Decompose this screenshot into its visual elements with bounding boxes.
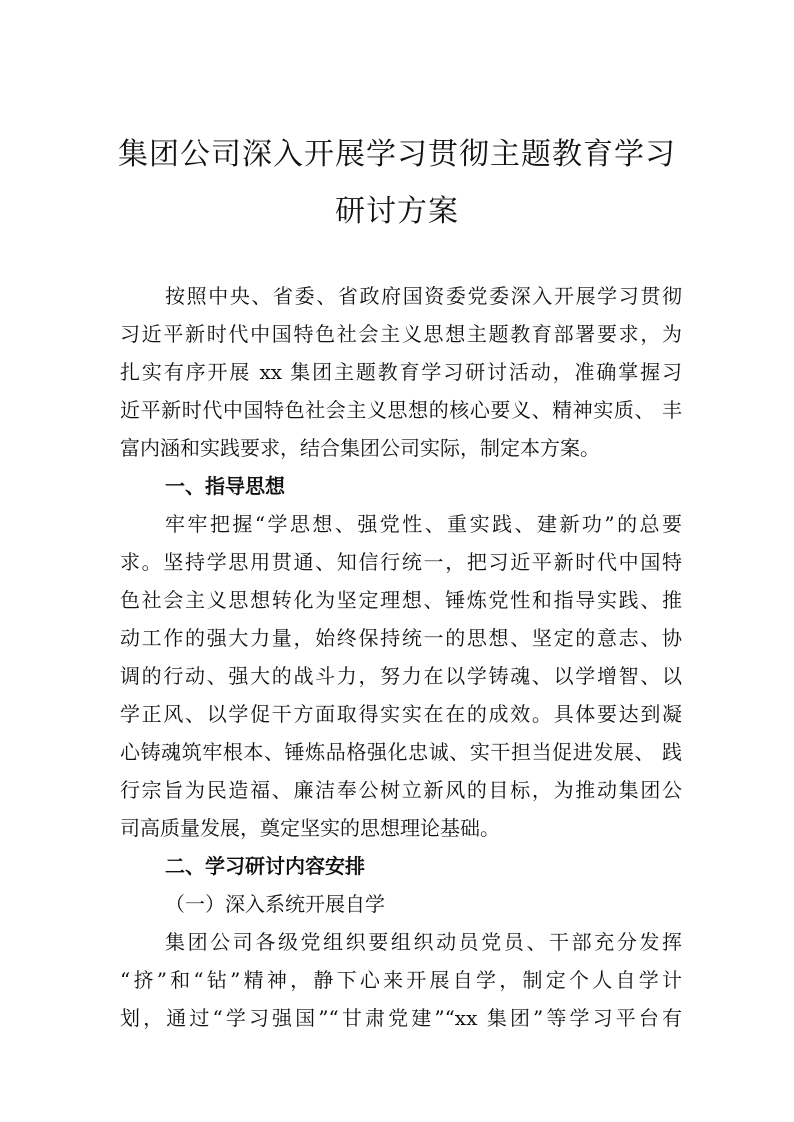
self-study-paragraph (120, 923, 682, 1037)
paragraph-line: 行宗旨为民造福、廉洁奉公树立新风的目标，为推动集团公 (120, 778, 682, 802)
intro-paragraph (120, 277, 682, 467)
paragraph-line: 动工作的强大力量，始终保持统一的思想、坚定的意志、协 (120, 626, 682, 650)
document-title-line-1: 集团公司深入开展学习贯彻主题教育学习 (118, 137, 676, 172)
paragraph-line: 集团公司各级党组织要组织动员党员、干部充分发挥 (165, 930, 682, 954)
paragraph-line: 富内涵和实践要求，结合集团公司实际，制定本方案。 (120, 436, 600, 460)
paragraph-line: 近平新时代中国特色社会主义思想的核心要义、精神实质、 丰 (120, 398, 682, 422)
paragraph-line: 心铸魂筑牢根本、锤炼品格强化忠诚、实干担当促进发展、 践 (120, 740, 682, 764)
paragraph-line: 习近平新时代中国特色社会主义思想主题教育部署要求，为 (120, 322, 682, 346)
paragraph-line: “挤”和“钻”精神，静下心来开展自学，制定个人自学计 (120, 968, 682, 992)
paragraph-line: 色社会主义思想转化为坚定理想、锤炼党性和指导实践、推 (120, 588, 682, 612)
paragraph-line: 划，通过“学习强国”“甘肃党建”“xx 集团”等学习平台有 (120, 1006, 682, 1030)
guiding-ideology-paragraph (120, 505, 682, 847)
paragraph-line: 牢牢把握“学思想、强党性、重实践、建新功”的总要 (165, 512, 682, 536)
paragraph-line: 扎实有序开展 xx 集团主题教育学习研讨活动，准确掌握习 (120, 360, 682, 384)
document-body (120, 277, 682, 1037)
paragraph-line: 按照中央、省委、省政府国资委党委深入开展学习贯彻 (165, 284, 682, 308)
document-title-line-2: 研讨方案 (335, 194, 459, 229)
section-heading-study-arrangement: 二、学习研讨内容安排 (165, 854, 365, 878)
paragraph-line: 求。坚持学思用贯通、知信行统一，把习近平新时代中国特 (120, 550, 682, 574)
paragraph-line: 司高质量发展，奠定坚实的思想理论基础。 (120, 816, 500, 840)
subsection-heading-self-study: （一）深入系统开展自学 (165, 892, 385, 916)
paragraph-line: 调的行动、强大的战斗力，努力在以学铸魂、以学增智、以 (120, 664, 682, 688)
paragraph-line: 学正风、以学促干方面取得实实在在的成效。具体要达到凝 (120, 702, 682, 726)
section-heading-guiding-ideology: 一、指导思想 (165, 474, 285, 498)
